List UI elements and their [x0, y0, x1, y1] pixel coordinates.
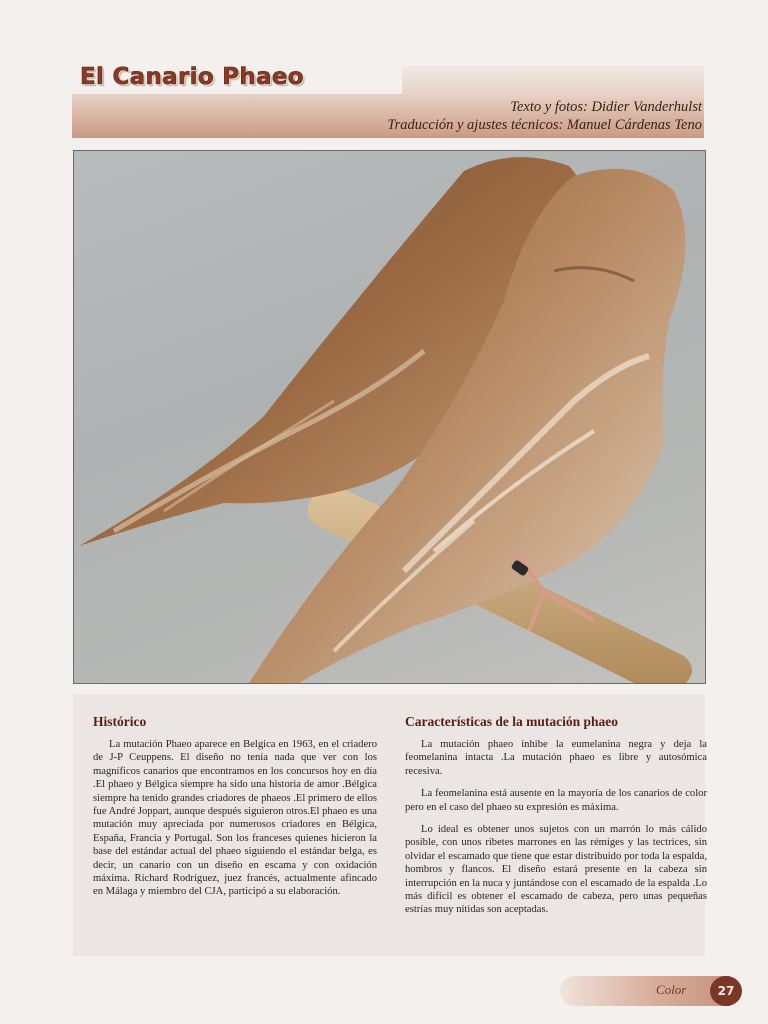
article-body — [73, 694, 705, 956]
column-caracteristicas — [405, 694, 707, 926]
page-number: 27 — [710, 976, 742, 1006]
paragraph: La mutación Phaeo aparece en Belgica en 1963, en el criadero de J-P Ceuppens. El diseño no tenía nada que ver con los magníficos canarios que encontramos en los concursos hoy en día .El phaeo y Bélgica siempre ha sido una historia de amor .Bélgica siempre ha tenido grandes criadores de phaeos .El primero de ellos fue André Joppart, aunque después siguieron otros.El phaeo es una mutación muy apreciada por numerosos criadores en Bélgica, España, Francia y Portugal. Son los franceses quienes hicieron la base del estándar actual del phaeo siguiendo el estándar belga, es decir, un canario con un diseño en escama y con oxidación máxima. Richard Rodríguez, juez francés, actualmente afincado en Málaga y miembro del CJA, participó a su elaboración. — [93, 739, 377, 898]
paragraph: La feomelanina está ausente en la mayoría de los canarios de color pero en el caso del phaeo su expresión es máxima. — [405, 788, 707, 813]
column-historico — [93, 694, 377, 908]
article-title: El Canario Phaeo — [80, 64, 304, 90]
credit-text-photos: Texto y fotos: Didier Vanderhulst — [510, 99, 702, 115]
magazine-name: Color — [656, 982, 687, 997]
canaries-photo — [73, 150, 706, 684]
heading-historico: Histórico — [93, 714, 147, 729]
footer-tab — [560, 976, 730, 1006]
canaries-illustration — [74, 151, 705, 683]
article-credits — [387, 98, 702, 134]
credit-translation: Traducción y ajustes técnicos: Manuel Cárdenas Teno — [387, 117, 702, 133]
paragraph: Lo ideal es obtener unos sujetos con un marrón lo más cálido posible, con unos ribetes marrones en las rémiges y las tectrices, sin olvidar el escamado que tiene que estar distribuido por toda la espalda, hombros y flancos. El diseño estará presente en la cabeza sin interrupción en la nuca y juntándose con el escamado de la espalda .Lo más difícil es obtener el escamado de cabeza, pero unas pequeñas estrías muy nítidas son aceptadas. — [405, 824, 707, 916]
heading-caracteristicas: Características de la mutación phaeo — [405, 714, 618, 729]
paragraph: La mutación phaeo inhibe la eumelanina negra y deja la feomelanina intacta .La mutación phaeo es libre y autosómica recesiva. — [405, 739, 707, 777]
